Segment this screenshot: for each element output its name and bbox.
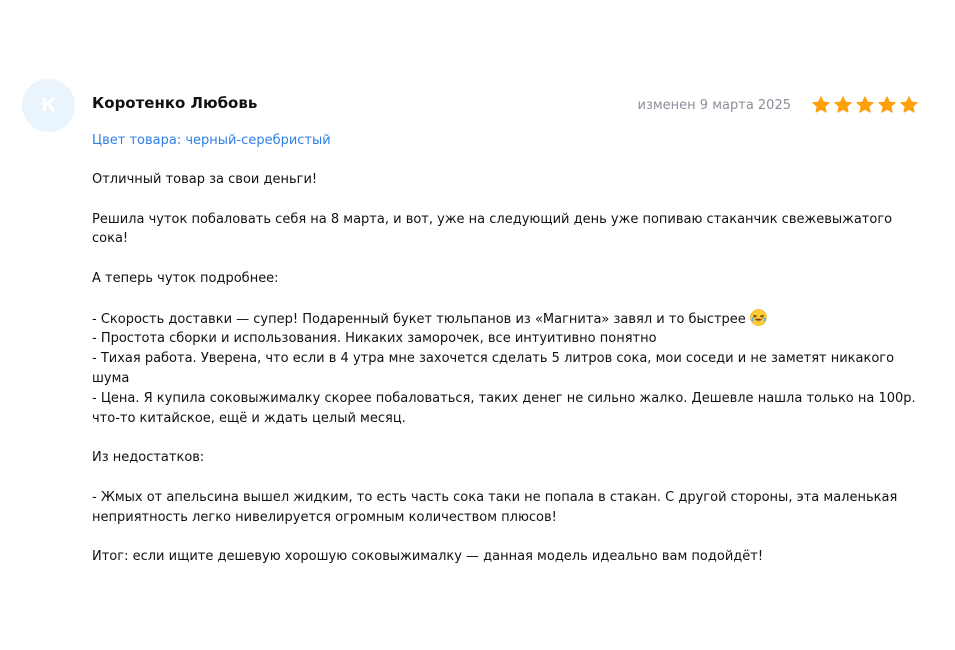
star-icon xyxy=(855,95,875,115)
author-name[interactable]: Коротенко Любовь xyxy=(92,94,258,112)
star-icon xyxy=(877,95,897,115)
avatar xyxy=(22,79,75,132)
review-list-item: - Цена. Я купила соковыжималку скорее побаловаться, таких денег не сильно жалко. Дешевле нашла только на 100р. что-то китайское, ещё и ждать целый месяц. xyxy=(92,390,916,426)
star-icon xyxy=(899,95,919,115)
product-variant[interactable]: Цвет товара: черный-серебристый xyxy=(92,133,331,148)
review-date: изменен 9 марта 2025 xyxy=(637,97,791,113)
rating-stars xyxy=(811,95,919,115)
review-meta xyxy=(638,94,919,116)
review-list-item xyxy=(92,309,922,330)
review-paragraph: Итог: если ищите дешевую хорошую соковыжималку — данная модель идеально вам подойдёт! xyxy=(92,549,764,565)
review-text xyxy=(92,170,922,567)
review-paragraph: Из недостатков: xyxy=(92,450,205,466)
review-paragraph: А теперь чуток подробнее: xyxy=(92,270,279,286)
review-paragraph: Решила чуток побаловать себя на 8 марта, и вот, уже на следующий день уже попиваю стаканчик свежевыжатого сока! xyxy=(92,211,893,247)
avatar-letter: К xyxy=(41,95,56,116)
review-list-item-text: - Скорость доставки — супер! Подаренный букет тюльпанов из «Магнита» завял и то быстрее xyxy=(92,311,746,327)
review-paragraph: Отличный товар за свои деньги! xyxy=(92,172,318,187)
review-paragraph: - Жмых от апельсина вышел жидким, то есть часть сока таки не попала в стакан. С другой стороны, эта маленькая неприятность легко нивелируется огромным количеством плюсов! xyxy=(92,489,898,525)
review-list-item: - Тихая работа. Уверена, что если в 4 утра мне захочется сделать 5 литров сока, мои соседи и не заметят никакого шума xyxy=(92,351,895,386)
star-icon xyxy=(811,95,831,115)
review-list-item: - Простота сборки и использования. Никаких заморочек, все интуитивно понятно xyxy=(92,331,657,347)
laughing-face-icon xyxy=(750,309,767,326)
star-icon xyxy=(833,95,853,115)
